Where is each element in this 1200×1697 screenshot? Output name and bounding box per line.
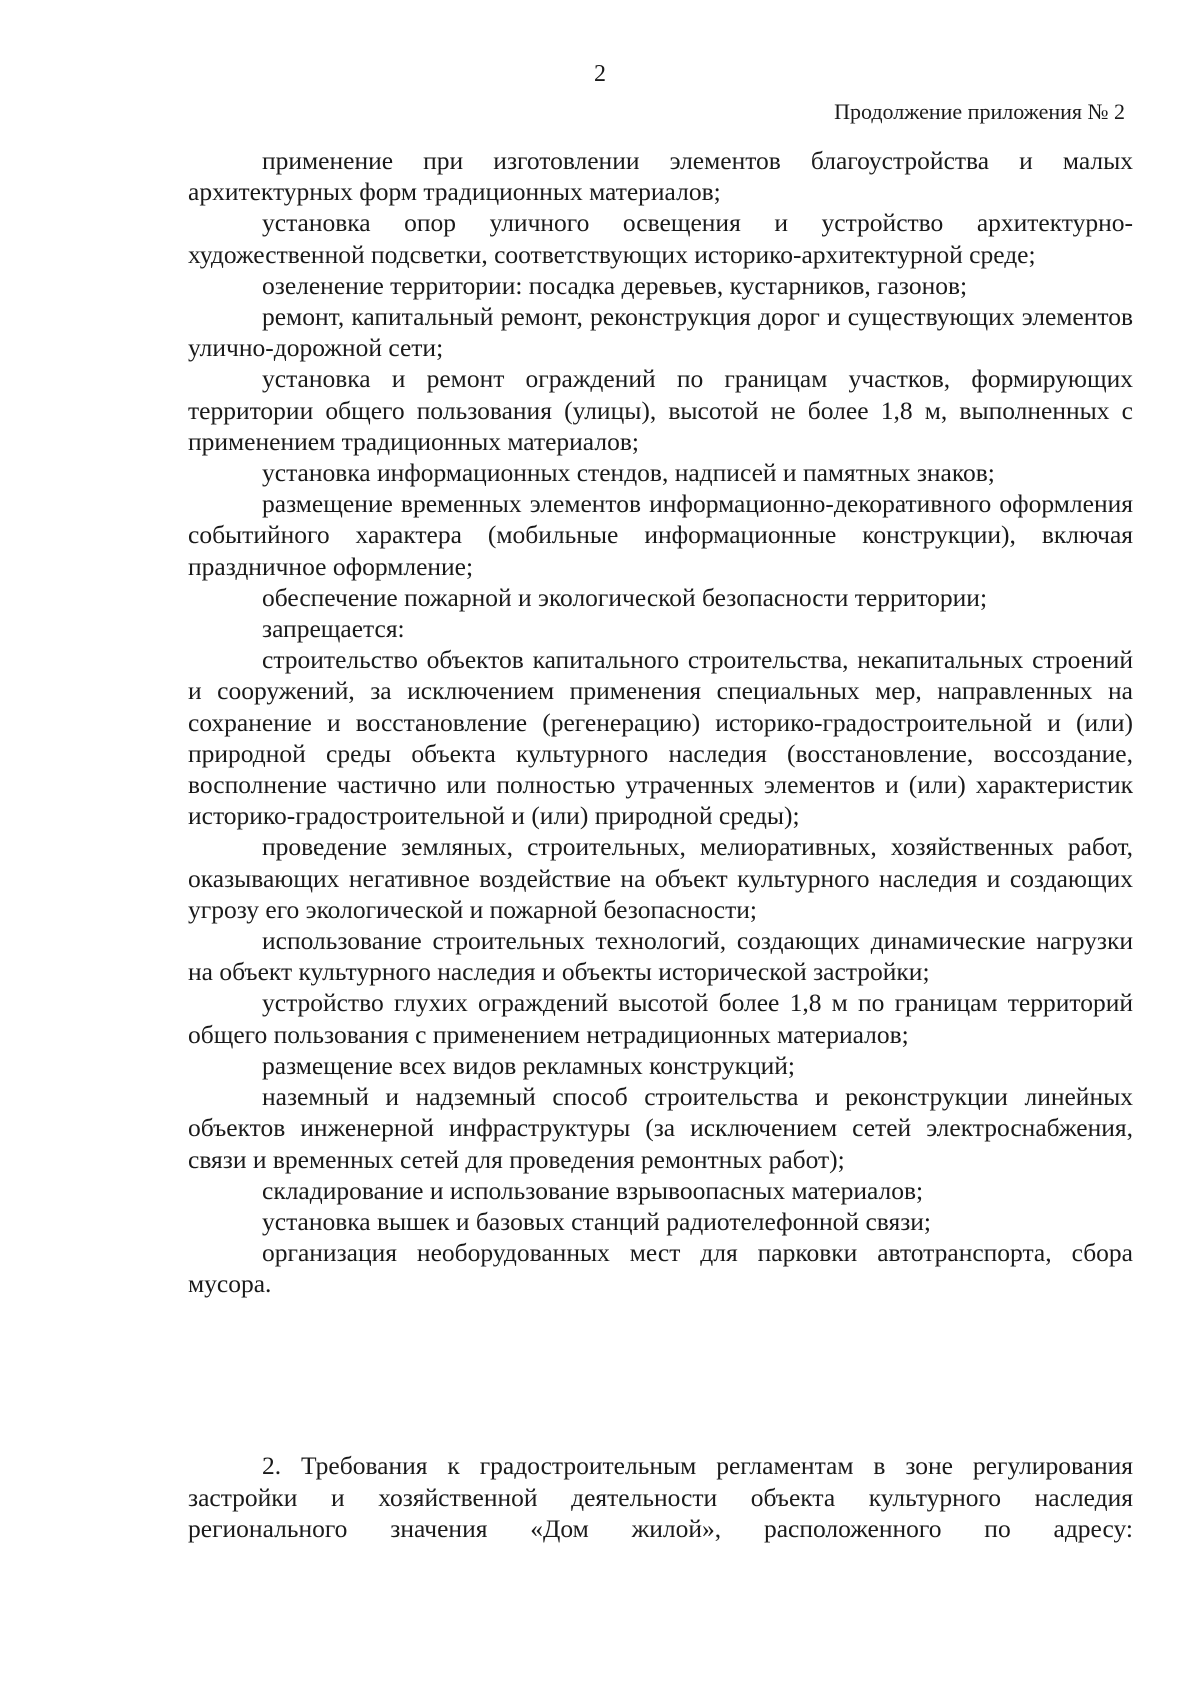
paragraph: устройство глухих ограждений высотой более 1,8 м по границам территорий общего пользования с применением нетрадиционных материалов; [188,988,1133,1049]
prohibited-heading: запрещается: [262,614,405,644]
paragraph: наземный и надземный способ строительства и реконструкции линейных объектов инженерной инфраструктуры (за исключением сетей электроснабжения, связи и временных сетей для проведения ремонтных работ); [188,1082,1133,1174]
paragraph: размещение всех видов рекламных конструкций; [262,1050,796,1080]
paragraph: организация необорудованных мест для парковки автотранспорта, сбора мусора. [188,1238,1133,1299]
paragraph: установка опор уличного освещения и устройство архитектурно-художественной подсветки, соответствующих историко-архитектурной среде; [188,208,1133,269]
paragraph: складирование и использование взрывоопасных материалов; [262,1175,924,1205]
paragraph: установка информационных стендов, надписей и памятных знаков; [262,458,995,488]
paragraph: установка и ремонт ограждений по границам участков, формирующих территории общего пользования (улицы), высотой не более 1,8 м, выполненных с применением традиционных материалов; [188,364,1133,456]
page-number: 2 [594,61,606,87]
document-body [188,145,1133,1300]
paragraph: ремонт, капитальный ремонт, реконструкция дорог и существующих элементов улично-дорожной сети; [188,302,1133,363]
section-2 [188,1450,1133,1545]
paragraph: строительство объектов капитального строительства, некапитальных строений и сооружений, за исключением применения специальных мер, направленных на сохранение и восстановление (регенерацию) историко-градостроительной и (или) природной среды объекта культурного наследия (восстановление, воссоздание, восполнение частично или полностью утраченных элементов и (или) характеристик историко-градостроительной и (или) природной среды); [188,645,1133,831]
paragraph: озеленение территории: посадка деревьев, кустарников, газонов; [262,270,968,300]
paragraph: проведение земляных, строительных, мелиоративных, хозяйственных работ, оказывающих негативное воздействие на объект культурного наследия и создающих угрозу его экологической и пожарной безопасности; [188,832,1133,924]
section-2-heading: 2. Требования к градостроительным регламентам в зоне регулирования застройки и хозяйственной деятельности объекта культурного наследия регионального значения «Дом жилой», расположенного по адресу: [188,1451,1133,1544]
paragraph: использование строительных технологий, создающих динамические нагрузки на объект культурного наследия и объекты исторической застройки; [188,926,1133,987]
paragraph: размещение временных элементов информационно-декоративного оформления событийного характера (мобильные информационные конструкции), включая праздничное оформление; [188,489,1133,581]
appendix-continuation-label: Продолжение приложения № 2 [834,99,1125,124]
paragraph: установка вышек и базовых станций радиотелефонной связи; [262,1206,932,1236]
paragraph: обеспечение пожарной и экологической безопасности территории; [262,582,988,612]
paragraph: применение при изготовлении элементов благоустройства и малых архитектурных форм традиционных материалов; [188,146,1133,207]
